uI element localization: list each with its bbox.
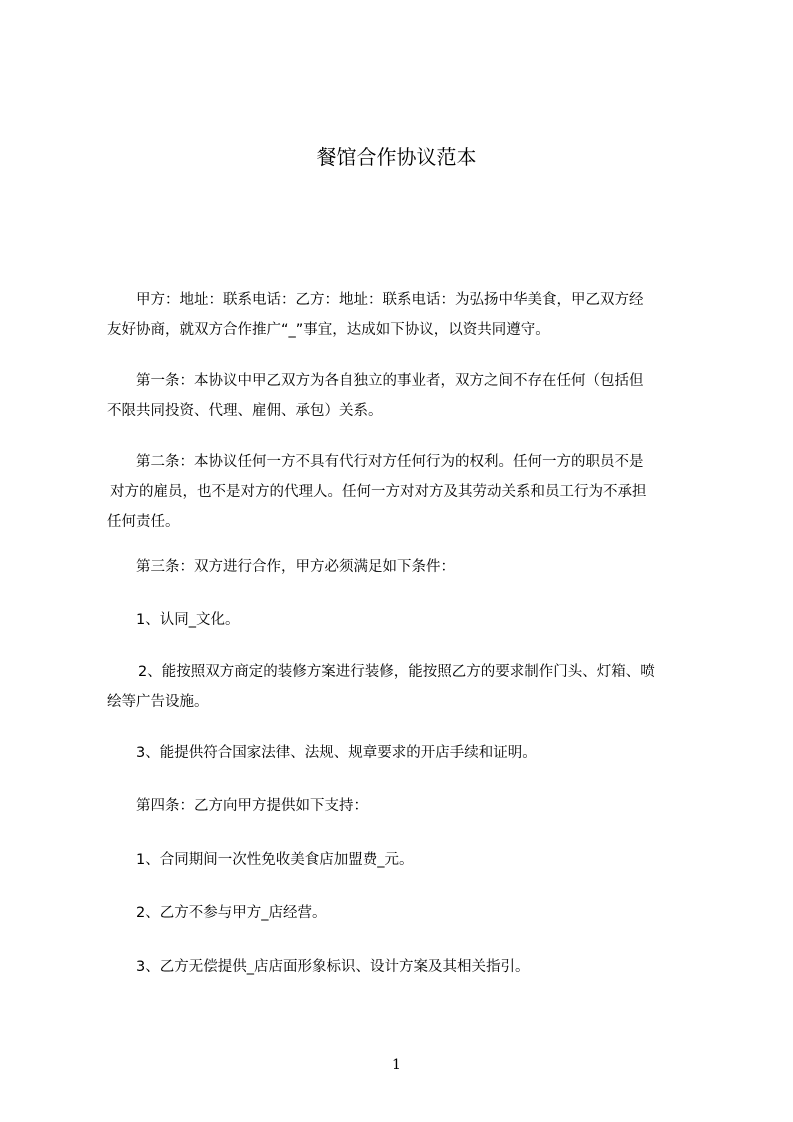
list-item (107, 738, 712, 768)
list-item (107, 605, 712, 635)
text-line: 2、乙方不参与甲方_店经营。 (136, 905, 327, 921)
text-line: 友好协商，就双方合作推广“_”事宜，达成如下协议，以资共同遵守。 (107, 322, 550, 338)
document-title: 餐馆合作协议范本 (316, 145, 477, 169)
text-line: 1、合同期间一次性免收美食店加盟费_元。 (136, 852, 414, 868)
list-item (107, 952, 712, 982)
text-line: 第一条：本协议中甲乙双方为各自独立的事业者，双方之间不存在任何（包括但 (136, 373, 644, 389)
paragraph-article-1 (107, 366, 712, 426)
paragraph-article-4 (107, 791, 712, 821)
text-line: 3、乙方无偿提供_店店面形象标识、设计方案及其相关指引。 (136, 959, 530, 975)
text-line: 1、认同_文化。 (136, 612, 240, 628)
text-line: 甲方：地址：联系电话：乙方：地址：联系电话：为弘扬中华美食，甲乙双方经 (136, 292, 644, 308)
text-line: 不限共同投资、代理、雇佣、承包）关系。 (107, 403, 383, 419)
text-line: 第二条：本协议任何一方不具有代行对方任何行为的权利。任何一方的职员不是 (136, 454, 644, 470)
text-line: 对方的雇员，也不是对方的代理人。任何一方对对方及其劳动关系和员工行为不承担 (110, 484, 647, 500)
list-item (107, 898, 712, 928)
text-line: 任何责任。 (107, 514, 180, 530)
list-item (107, 845, 712, 875)
text-line: 第三条：双方进行合作，甲方必须满足如下条件： (136, 559, 455, 575)
paragraph-article-2 (107, 447, 712, 537)
text-line: 2、能按照双方商定的装修方案进行装修，能按照乙方的要求制作门头、灯箱、喷 (138, 664, 655, 680)
text-line: 绘等广告设施。 (107, 694, 209, 710)
text-line: 3、能提供符合国家法律、法规、规章要求的开店手续和证明。 (136, 745, 537, 761)
paragraph-preamble (107, 285, 712, 345)
page-number: 1 (392, 1057, 401, 1073)
paragraph-article-3 (107, 552, 712, 582)
text-line: 第四条：乙方向甲方提供如下支持： (136, 798, 368, 814)
list-item (107, 657, 712, 717)
